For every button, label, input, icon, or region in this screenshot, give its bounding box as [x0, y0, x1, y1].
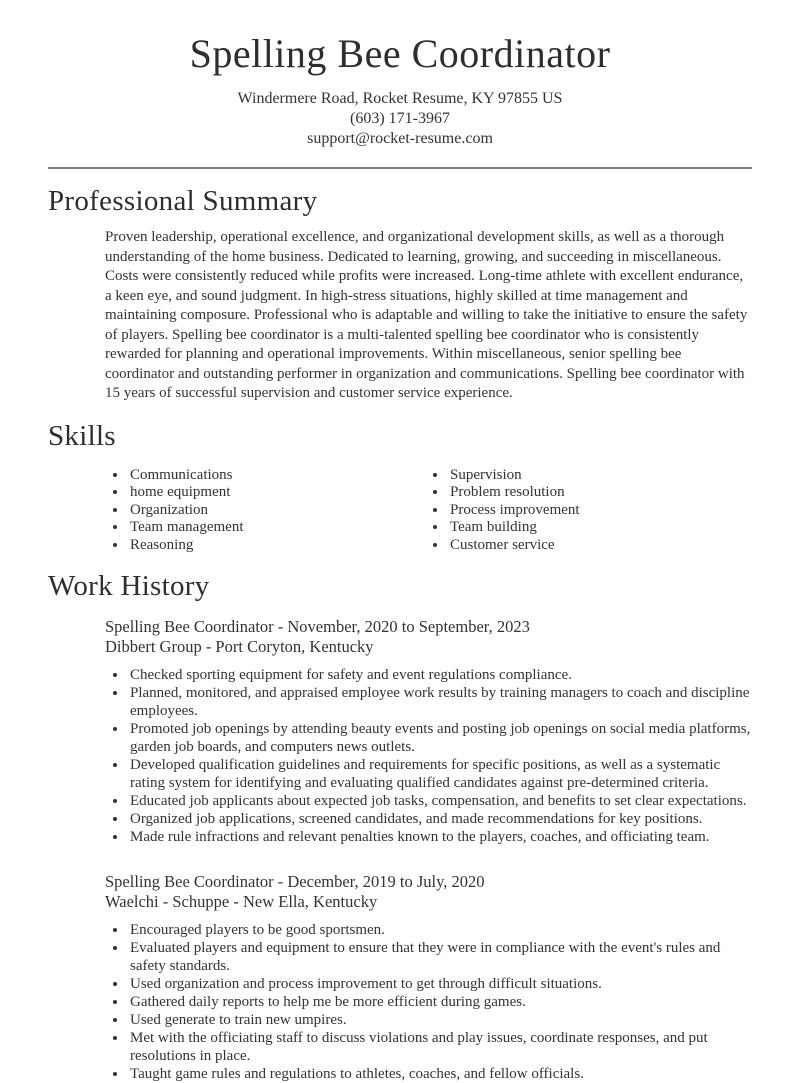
skill-item: • Process improvement [448, 502, 752, 520]
job-bullet-item: • Organized job applications, screened candidates, and made recommendations for key positions. [128, 810, 752, 828]
skill-item: • Customer service [448, 537, 752, 555]
job-bullet-list [48, 666, 752, 846]
skill-item: • Supervision [448, 467, 752, 485]
skills-list-left [48, 467, 400, 555]
section-heading-professional-summary: Professional Summary [48, 185, 318, 217]
skill-item: • Communications [128, 467, 400, 485]
job-bullet-item: • Used generate to train new umpires. [128, 1011, 752, 1029]
contact-phone: (603) 171-3967 [350, 110, 450, 127]
job-bullet-item: • Met with the officiating staff to discuss violations and play issues, coordinate responses, and put resolutions in place. [128, 1029, 752, 1065]
job-company: Waelchi - Schuppe - New Ella, Kentucky [105, 891, 378, 911]
job-title: Spelling Bee Coordinator - December, 2019 to July, 2020 [105, 872, 485, 892]
job-company: Dibbert Group - Port Coryton, Kentucky [105, 636, 374, 656]
section-heading-skills: Skills [48, 419, 116, 452]
job-entry-2 [48, 872, 752, 1083]
section-skills [48, 420, 752, 555]
contact-email: support@rocket-resume.com [307, 130, 493, 147]
contact-address: Windermere Road, Rocket Resume, KY 97855 US [237, 90, 563, 107]
section-work-history [48, 570, 752, 1083]
page-title: Spelling Bee Coordinator [189, 31, 611, 76]
job-bullet-item: • Taught game rules and regulations to athletes, coaches, and fellow officials. [128, 1065, 752, 1083]
header-divider [48, 167, 752, 169]
skill-item: • Team building [448, 519, 752, 537]
job-entry-1 [48, 617, 752, 846]
job-bullet-item: • Made rule infractions and relevant penalties known to the players, coaches, and officiating team. [128, 828, 752, 846]
job-bullet-item: • Planned, monitored, and appraised employee work results by training managers to coach and discipline employees. [128, 684, 752, 720]
job-bullet-item: • Checked sporting equipment for safety and event regulations compliance. [128, 666, 752, 684]
job-bullet-list [48, 921, 752, 1083]
skill-item: • Problem resolution [448, 484, 752, 502]
skills-list-right [400, 467, 752, 555]
job-bullet-item: • Encouraged players to be good sportsmen. [128, 921, 752, 939]
summary-text: Proven leadership, operational excellence, and organizational development skills, as well as a thorough understanding of the home business. Dedicated to learning, growing, and succeeding in miscellaneous. Costs were consistently reduced while profits were increased. Long-time athlete with excellent endurance, a keen eye, and sound judgment. In high-stress situations, highly skilled at time management and maintaining composure. Professional who is adaptable and willing to take the initiative to ensure the safety of players. Spelling bee coordinator is a multi-talented spelling bee coordinator who is consistently rewarded for planning and operational improvements. Within miscellaneous, senior spelling bee coordinator and outstanding performer in organization and communications. Spelling bee coordinator with 15 years of successful supervision and customer service experience. [105, 229, 748, 401]
job-bullet-item: • Gathered daily reports to help me be more efficient during games. [128, 993, 752, 1011]
contact-info [48, 89, 752, 149]
job-bullet-item: • Used organization and process improvement to get through difficult situations. [128, 975, 752, 993]
job-bullet-item: • Evaluated players and equipment to ensure that they were in compliance with the event's rules and safety standards. [128, 939, 752, 975]
job-bullet-item: • Educated job applicants about expected job tasks, compensation, and benefits to set clear expectations. [128, 792, 752, 810]
job-title: Spelling Bee Coordinator - November, 2020 to September, 2023 [105, 617, 530, 637]
skill-item: • Organization [128, 502, 400, 520]
skill-item: • Reasoning [128, 537, 400, 555]
resume-header [48, 30, 752, 149]
skills-columns [48, 467, 752, 555]
section-heading-work-history: Work History [48, 570, 210, 603]
job-bullet-item: • Developed qualification guidelines and requirements for specific positions, as well as a systematic rating system for identifying and evaluating qualified candidates against pre-determined criteria. [128, 756, 752, 792]
skill-item: • Team management [128, 519, 400, 537]
skill-item: • home equipment [128, 484, 400, 502]
section-professional-summary [48, 185, 752, 404]
job-bullet-item: • Promoted job openings by attending beauty events and posting job openings on social media platforms, garden job boards, and computers news outlets. [128, 720, 752, 756]
